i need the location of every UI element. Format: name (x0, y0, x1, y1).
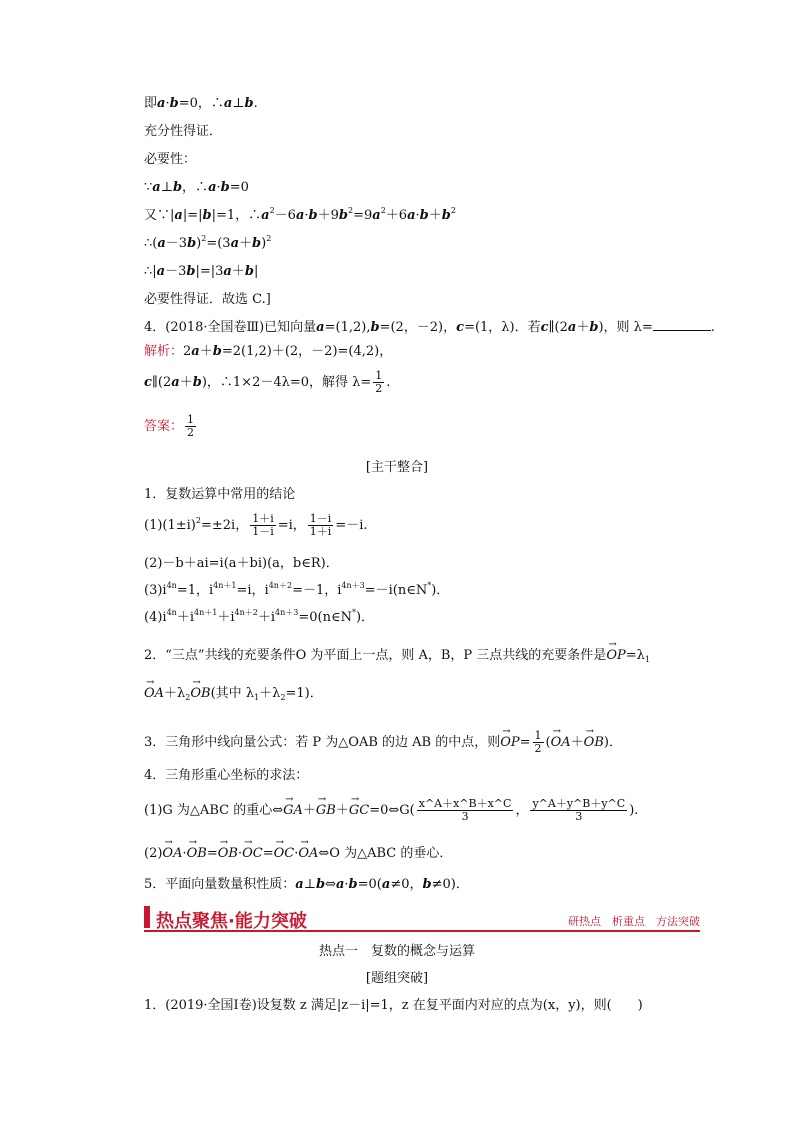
dot: · (344, 877, 349, 892)
denominator: 1－i (252, 525, 274, 538)
section-banner (144, 906, 700, 932)
var: b (338, 208, 348, 223)
text: 4．(2018·全国卷Ⅲ)已知向量 (144, 320, 317, 335)
point-1d (144, 610, 374, 627)
point-1b: (2)－b＋ai=i(a＋bi)(a，b∈R)． (144, 556, 339, 571)
exp: * (351, 608, 356, 617)
fraction-gy (530, 798, 627, 823)
banner-title: 热点聚焦·能力突破 (156, 911, 307, 932)
denominator: 3 (575, 810, 583, 823)
var: b (244, 264, 254, 279)
vector: → GA (283, 803, 303, 819)
var-b: b (172, 180, 183, 195)
numerator: x^A＋x^B＋x^C (418, 797, 512, 810)
var: a (316, 320, 325, 335)
text: =0(n∈N (298, 610, 352, 625)
vector: → OB (190, 686, 210, 702)
var: a (171, 375, 180, 390)
text: ∴( (144, 236, 158, 251)
text: ⊥ (303, 877, 316, 892)
text: |=1，∴ (211, 208, 262, 223)
section-title: [主干整合] (365, 460, 429, 475)
var: a (381, 877, 391, 892)
denominator: 2 (534, 742, 542, 755)
var: a (157, 236, 166, 251)
subscript: 2 (185, 693, 191, 702)
text: 3．三角形中线向量公式：若 P 为△OAB 的边 AB 的中点，则 (144, 735, 501, 750)
point-4a: (1)G 为△ABC 的重心⇔→ GA＋→ GB＋→ GC=0⇔G( $\frac{x\^{}A+x\^{}B+x\^{}C}{3}$ ， $\frac{y\^{}A+y\^{}B+y\^{}C}{3}$ ). (144, 798, 638, 823)
text: ＋ (199, 344, 213, 359)
text: ＋ (570, 735, 584, 750)
vector: → OP (606, 648, 625, 664)
solution-line-1 (144, 344, 392, 360)
var: b (187, 236, 197, 251)
var: b (192, 375, 202, 390)
point-2 (144, 648, 650, 665)
denominator: 2 (187, 426, 195, 439)
exp: * (427, 581, 432, 590)
point-2-cont (144, 686, 323, 703)
text: ⇔ (325, 877, 336, 892)
fraction (250, 513, 276, 538)
text: －3 (165, 264, 187, 279)
var-a: a (152, 180, 161, 195)
vector: → OC (274, 846, 295, 862)
var: b (202, 208, 212, 223)
vector: → OB (584, 735, 604, 751)
text: ∵ (144, 180, 153, 195)
text: . (386, 375, 391, 390)
text: =1)． (285, 686, 323, 701)
var: c (144, 375, 152, 390)
text: ＋6 (385, 208, 408, 223)
text: 5．平面向量数量积性质： (144, 877, 296, 892)
var: a (567, 320, 577, 335)
text: =2(1,2)＋(2，－2)=(4,2)， (221, 344, 393, 359)
var-b: b (244, 96, 254, 111)
vector: → OA (162, 846, 182, 862)
text: ＋9 (317, 208, 339, 223)
point-1c (144, 583, 449, 600)
exp: 4n＋3 (275, 608, 299, 617)
answer-line (144, 414, 198, 439)
point-1a (144, 513, 368, 538)
text: )． (355, 610, 375, 625)
text: (1)G 为△ABC 的重心⇔ (144, 803, 284, 818)
vector: → OA (144, 686, 164, 702)
exp: 2 (266, 234, 272, 243)
fraction-gx (417, 798, 514, 823)
text: =－1，i (292, 583, 342, 598)
text: ⇔O 为△ABC 的垂心． (318, 846, 453, 861)
proof-line-8: 必要性得证．故选 C.] (144, 292, 271, 307)
var: c (456, 320, 465, 335)
text: －3 (165, 236, 188, 251)
point-5 (144, 877, 469, 893)
exp: 4n (166, 581, 177, 590)
text: =0 (229, 180, 249, 195)
var: b (589, 320, 599, 335)
exp: 4n＋1 (194, 608, 218, 617)
denominator: 3 (461, 810, 469, 823)
proof-line-1 (144, 96, 258, 112)
numerator: y^A＋y^B＋y^C (532, 797, 626, 810)
text: ≠0)． (431, 877, 469, 892)
point-1-title: 1．复数运算中常用的结论 (144, 487, 296, 502)
text: ≠0， (390, 877, 423, 892)
text: )． (431, 583, 450, 598)
vector: → OA (298, 846, 318, 862)
var: b (308, 208, 318, 223)
text: =－i. (335, 518, 368, 533)
text: 2 (183, 344, 192, 359)
question-1: 1．(2019·全国Ⅰ卷)设复数 z 满足|z－i|=1，z 在复平面内对应的点为(x，y)，则( ) (144, 998, 643, 1013)
text: ＋ (179, 375, 193, 390)
text: =0( (357, 877, 382, 892)
text: ＋ (576, 320, 590, 335)
var: b (348, 877, 358, 892)
var-a: a (223, 96, 233, 111)
text: (2) (144, 846, 163, 861)
exp: 4n＋2 (234, 608, 258, 617)
var: a (407, 208, 416, 223)
text: =i，i (236, 583, 269, 598)
text: ( (545, 735, 551, 750)
exp: 4n＋1 (213, 581, 237, 590)
exp: 4n＋2 (268, 581, 293, 590)
text: |=|3 (195, 264, 224, 279)
var: c (540, 320, 549, 335)
text: =i， (277, 518, 306, 533)
var: a (156, 264, 166, 279)
text: ，∴ (182, 180, 209, 195)
vector: → OA (551, 735, 571, 751)
text: (3)i (144, 583, 167, 598)
var: a (372, 208, 381, 223)
dot: · (182, 846, 187, 861)
dot: · (304, 208, 309, 223)
banner-marker (144, 906, 150, 928)
text: )，则 λ= (598, 320, 653, 335)
group-title: [题组突破] (365, 971, 429, 986)
var: b (186, 264, 196, 279)
text: ＋ (302, 803, 316, 818)
text: = (519, 735, 531, 750)
numerator: 1－i (309, 512, 332, 525)
dot: · (294, 846, 299, 861)
exp: 4n＋3 (341, 581, 365, 590)
text: =±2i， (200, 518, 249, 533)
text: ＋i (217, 610, 235, 625)
point-4-title: 4．三角形重心坐标的求法： (144, 768, 309, 783)
numerator: 1 (534, 729, 542, 742)
numerator: 1 (375, 369, 383, 382)
text: ) (261, 236, 267, 251)
text: 又∵| (144, 208, 175, 223)
proof-line-2: 充分性得证． (144, 124, 223, 139)
dot: · (237, 846, 243, 861)
hot-topic-title: 热点一 复数的概念与运算 (318, 944, 475, 959)
perp: ⊥ (160, 180, 173, 195)
var: a (223, 264, 232, 279)
text: －6 (274, 208, 296, 223)
var-b: b (220, 180, 230, 195)
denominator: 2 (375, 382, 383, 395)
exp: 4n (166, 608, 177, 617)
text: =0，∴ (178, 96, 224, 111)
text: . (634, 803, 639, 818)
var: a (261, 208, 270, 223)
fraction (308, 513, 334, 538)
vector: → OP (500, 735, 519, 751)
var-a: a (208, 180, 217, 195)
perp: ⊥ (232, 96, 245, 111)
denominator: 1＋i (309, 525, 332, 538)
exp: 2 (269, 206, 275, 215)
text: =(1,2), (324, 320, 371, 335)
var: b (212, 344, 222, 359)
vector: → OC (242, 846, 263, 862)
proof-line-4 (144, 180, 249, 196)
text: ＋λ (164, 686, 186, 701)
text: . (710, 320, 715, 335)
var: b (252, 236, 262, 251)
answer-blank (653, 318, 711, 331)
text: (其中 λ (210, 686, 255, 701)
text: ∥(2 (151, 375, 172, 390)
var: b (419, 208, 429, 223)
numerator: 1 (187, 413, 195, 426)
exp: 2 (347, 206, 354, 215)
text: =－i(n∈N (364, 583, 428, 598)
text: ∴| (144, 264, 157, 279)
point-4b (144, 846, 452, 862)
exp: 2 (195, 516, 201, 525)
proof-line-7 (144, 264, 258, 280)
var-a: a (157, 96, 166, 111)
fraction-half (373, 370, 384, 395)
answer-fraction (185, 414, 196, 439)
text: ＋ (428, 208, 442, 223)
var: a (335, 877, 345, 892)
banner-subtitle: 研热点 析重点 方法突破 (568, 915, 700, 928)
dot: · (415, 208, 420, 223)
var: a (295, 208, 305, 223)
var: a (191, 344, 200, 359)
subscript: 1 (254, 693, 260, 702)
text: = (262, 846, 274, 861)
proof-line-5 (144, 208, 456, 225)
dot: · (165, 96, 170, 111)
text: =9 (353, 208, 373, 223)
text: |=| (182, 208, 203, 223)
vector: → GC (349, 803, 369, 819)
var: a (230, 236, 240, 251)
var: a (295, 877, 304, 892)
text: =(1，λ)．若 (464, 320, 541, 335)
var-b: b (169, 96, 179, 111)
vector: → OB (218, 846, 238, 862)
text: | (253, 264, 259, 279)
numerator: 1＋i (252, 512, 274, 525)
subscript: 2 (280, 693, 286, 702)
dot: · (216, 180, 221, 195)
text: ∥(2 (548, 320, 568, 335)
text: =(2，－2)， (379, 320, 457, 335)
text: . (253, 96, 258, 111)
var: b (422, 877, 432, 892)
var: a (174, 208, 183, 223)
text: ＋λ (259, 686, 281, 701)
subscript: 1 (644, 655, 650, 664)
exp: 2 (201, 234, 207, 243)
text: =1，i (176, 583, 214, 598)
text: 即 (144, 96, 158, 111)
text: =0⇔G (369, 803, 410, 818)
text: 2．“三点”共线的充要条件O 为平面上一点，则 A，B，P 三点共线的充要条件是 (144, 648, 607, 663)
var: b (441, 208, 451, 223)
text: ＋ (239, 236, 253, 251)
question-4 (144, 318, 715, 336)
solution-line-2 (144, 370, 390, 395)
text: ＋i (257, 610, 276, 625)
text: = (206, 846, 218, 861)
text: =λ (625, 648, 645, 663)
var: b (370, 320, 380, 335)
text: ) (196, 236, 202, 251)
solution-label: 解析： (144, 344, 184, 359)
answer-label: 答案： (144, 419, 184, 434)
var: b (315, 877, 326, 892)
text: ＋ (231, 264, 245, 279)
fraction-half (533, 730, 544, 755)
proof-line-3: 必要性： (144, 152, 197, 167)
vector: → OB (187, 846, 207, 862)
exp: 2 (450, 206, 456, 215)
text: ＋i (176, 610, 194, 625)
exp: 2 (380, 206, 386, 215)
text: =(3 (206, 236, 231, 251)
text: ＋ (335, 803, 349, 818)
text: )． (603, 735, 622, 750)
proof-line-6 (144, 236, 271, 253)
text: (4)i (144, 610, 167, 625)
text: (1)(1±i) (144, 518, 196, 533)
point-3 (144, 730, 622, 755)
text: )，∴1×2－4λ=0，解得 λ= (201, 375, 372, 390)
vector: → GB (316, 803, 336, 819)
